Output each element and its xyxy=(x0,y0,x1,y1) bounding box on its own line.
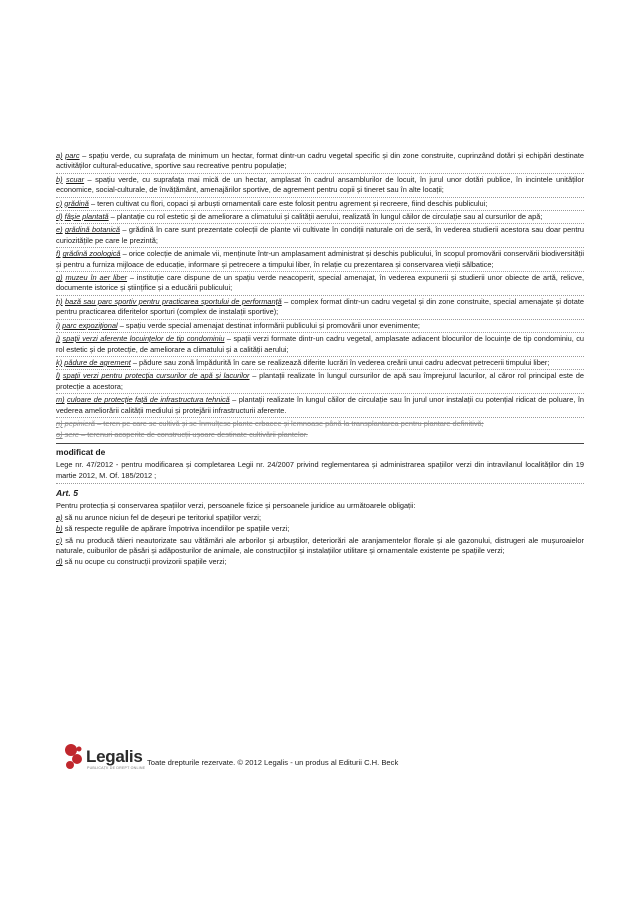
copyright-notice: Toate drepturile rezervate. © 2012 Legalis - un produs al Editurii C.H. Beck xyxy=(147,758,399,767)
logo-wordmark: Legalis xyxy=(86,747,143,766)
definition-item-letter: j) xyxy=(56,334,61,344)
legalis-logo-icon xyxy=(62,741,86,771)
definition-item-term: bază sau parc sportiv pentru practicarea sportului de performanță xyxy=(64,296,282,306)
definition-item-letter: l) xyxy=(56,371,61,381)
definition-item xyxy=(56,321,584,333)
modification-text[interactable]: Lege nr. 47/2012 - pentru modificarea și completarea Legii nr. 24/2007 privind reglementarea și administrarea spațiilor verzi din intravilanul localităților din 19 martie 2012, M. Of. 185/2012 ; xyxy=(56,460,584,484)
definition-item-term: parc xyxy=(65,151,80,160)
article-heading: Art. 5 xyxy=(56,487,78,498)
definition-item-letter: b) xyxy=(56,174,63,184)
deleted-definition-item-text: – terenuri acoperite de construcții ușoare destinate cultivării plantelor. xyxy=(79,430,308,440)
definition-item-text: – instituție care dispune de un spațiu verde neacoperit, special amenajat, în vederea expunerii și studierii unor obiecte de artă, relicve, documente istorice și științifice și a educării publicului; xyxy=(56,273,585,293)
logo-subtext: PUBLICAȚII DE DREPT ONLINE xyxy=(87,766,146,770)
definition-item-letter: e) xyxy=(56,225,63,235)
obligation-item-text: să respecte regulile de apărare împotriva incendiilor pe spațiile verzi; xyxy=(62,524,290,534)
definition-item xyxy=(56,212,584,224)
deleted-definition-item xyxy=(56,419,584,429)
definition-item xyxy=(56,358,584,370)
definition-item-text: – complex format dintr-un cadru vegetal și din zone construite, special amenajate și dotate pentru practicarea diferitelor sporturi (complex de instalații sportive); xyxy=(56,296,584,317)
obligation-item xyxy=(56,536,584,557)
definition-item xyxy=(56,395,584,418)
definition-item-term: fâșie plantată xyxy=(64,212,109,222)
obligation-item xyxy=(56,513,584,523)
definition-item-text: – plantații realizate în lungul căilor de circulație sau în jurul unor instalații cu potențial ridicat de poluare, în vederea ameliorării calității mediului și protejării infrastructurii aferente. xyxy=(56,395,584,415)
deleted-definitions xyxy=(56,419,584,444)
definition-item-text: – grădină în care sunt prezentate colecții de plante vii cultivate în condiții naturale ori de seră, în vederea studierii acestora sau doar pentru curiozitățile pe care le prezintă; xyxy=(56,225,584,245)
definition-item xyxy=(56,273,584,296)
obligation-item xyxy=(56,524,584,534)
definition-item-term: parc expozițional xyxy=(62,320,118,330)
definition-item-text: – spațiu verde, cu suprafața de minimum un hectar, format dintr-un cadru vegetal specific și din zone construite, cuprinzând dotări și echipări destinate activităților cultural-educative, sportive sau recreative pentru populație; xyxy=(56,151,584,171)
definitions-list xyxy=(56,151,584,418)
definition-item-term: scuar xyxy=(66,174,85,184)
modification-heading: modificat de xyxy=(56,446,106,457)
obligation-item xyxy=(56,557,584,567)
definition-item-term: grădină xyxy=(64,198,89,208)
document-body xyxy=(56,151,584,569)
definition-item xyxy=(56,225,584,248)
definition-item-letter: c) xyxy=(56,198,63,208)
deleted-definition-item-text: – teren pe care se cultivă și se înmulțesc plante erbacee și lemnoase până la transplantarea pentru plantare definitivă; xyxy=(95,418,484,428)
definition-item-letter: d) xyxy=(56,212,63,222)
obligation-item-letter: c) xyxy=(56,535,63,545)
definition-item-term: culoare de protecție față de infrastructura tehnică xyxy=(67,395,230,405)
definition-item xyxy=(56,249,584,272)
obligation-item-text: să nu ocupe cu construcții provizorii spațiile verzi; xyxy=(62,557,227,567)
definition-item-letter: m) xyxy=(56,395,65,405)
obligation-item-letter: a) xyxy=(56,512,63,522)
definition-item-text: – plantație cu rol estetic și de ameliorare a climatului și calității aerului, realizată în lungul căilor de circulație sau al cursurilor de apă; xyxy=(108,212,543,222)
definition-item xyxy=(56,297,584,320)
definition-item-text: – spații verzi formate dintr-un cadru vegetal, amplasate adiacent blocurilor de locuințe de tip condominiu, cu rol estetic și de protecție, de ameliorare a climatului și a calității aerului; xyxy=(56,334,584,354)
definition-item-term: muzeu în aer liber xyxy=(65,273,128,283)
obligation-item-text: să nu arunce niciun fel de deșeuri pe teritoriul spațiilor verzi; xyxy=(62,512,261,522)
definition-item-term: pădure de agrement xyxy=(64,357,131,367)
definition-item-term: grădină zoologică xyxy=(62,249,121,259)
definition-item xyxy=(56,334,584,357)
definition-item-term: spații verzi aferente locuințelor de tip condominiu xyxy=(62,334,225,344)
definition-item-term: spații verzi pentru protecția cursurilor de apă și lacurilor xyxy=(62,371,250,381)
deleted-definition-item-letter: o) xyxy=(56,430,63,440)
deleted-definition-item-letter: n) xyxy=(56,418,63,428)
definition-item xyxy=(56,175,584,198)
definition-item-letter: f) xyxy=(56,249,61,259)
definition-item-text: – teren cultivat cu flori, copaci și arbuști ornamentali care este folosit pentru agrement și recreere, fiind deschis publicului; xyxy=(88,198,488,208)
article-items xyxy=(56,513,584,568)
definition-item-letter: i) xyxy=(56,320,61,330)
page-footer xyxy=(56,737,584,777)
definition-item-text: – pădure sau zonă împădurită în care se realizează diferite lucrări în vederea creării unui cadru adecvat petrecerii timpului liber; xyxy=(130,357,550,367)
definition-item-term: grădină botanică xyxy=(64,225,120,235)
definition-item-letter: h) xyxy=(56,296,63,306)
definition-item xyxy=(56,371,584,394)
deleted-definition-item-term: pepinieră xyxy=(64,418,96,428)
obligation-item-text: să nu producă tăieri neautorizate sau vătămări ale arborilor și arbuștilor, deteriorări ale aranjamentelor florale și ale gazonului, distrugeri ale mușuroaielor naturale, cuiburilor de păsări și adăposturilor de animale, ale construcțiilor și instalațiilor utilitare și ornamentale existente pe spațiile verzi; xyxy=(56,535,584,555)
definition-item-text: – orice colecție de animale vii, menținute într-un amplasament administrat și deschis publicului, în scopul promovării conservării biodiversității și pentru a furniza mijloace de educație, informare și petrecere a timpului liber, în relație cu prezentarea și conservarea vieții sălbatice; xyxy=(56,249,584,269)
definition-item-text: – spațiu verde, cu suprafața mai mică de un hectar, amplasat în cadrul ansamblurilor de locuit, în jurul unor dotări publice, în incintele unităților economice, social-culturale, de învățământ, amenajărilor sportive, de agrement pentru copii și tineret sau în alte locații; xyxy=(56,174,584,195)
obligation-item-letter: b) xyxy=(56,524,63,534)
deleted-definition-item-term: sere xyxy=(64,430,80,440)
obligation-item-letter: d) xyxy=(56,557,63,567)
definition-item-letter: g) xyxy=(56,273,63,283)
definition-item-letter: k) xyxy=(56,357,63,367)
legalis-logo xyxy=(56,741,156,775)
deleted-definition-item xyxy=(56,430,584,440)
definition-item-text: – spațiu verde special amenajat destinat informării publicului și promovării unor evenimente; xyxy=(117,320,420,330)
definition-item-text: – plantații realizate în lungul cursurilor de apă sau împrejurul lacurilor, al căror rol principal este de protecție a acestora; xyxy=(56,371,584,391)
definition-item xyxy=(56,151,584,174)
definition-item-letter: a) xyxy=(56,151,63,160)
article-intro: Pentru protecția și conservarea spațiilor verzi, persoanele fizice și persoanele juridice au următoarele obligații: xyxy=(56,501,416,511)
definition-item xyxy=(56,199,584,211)
